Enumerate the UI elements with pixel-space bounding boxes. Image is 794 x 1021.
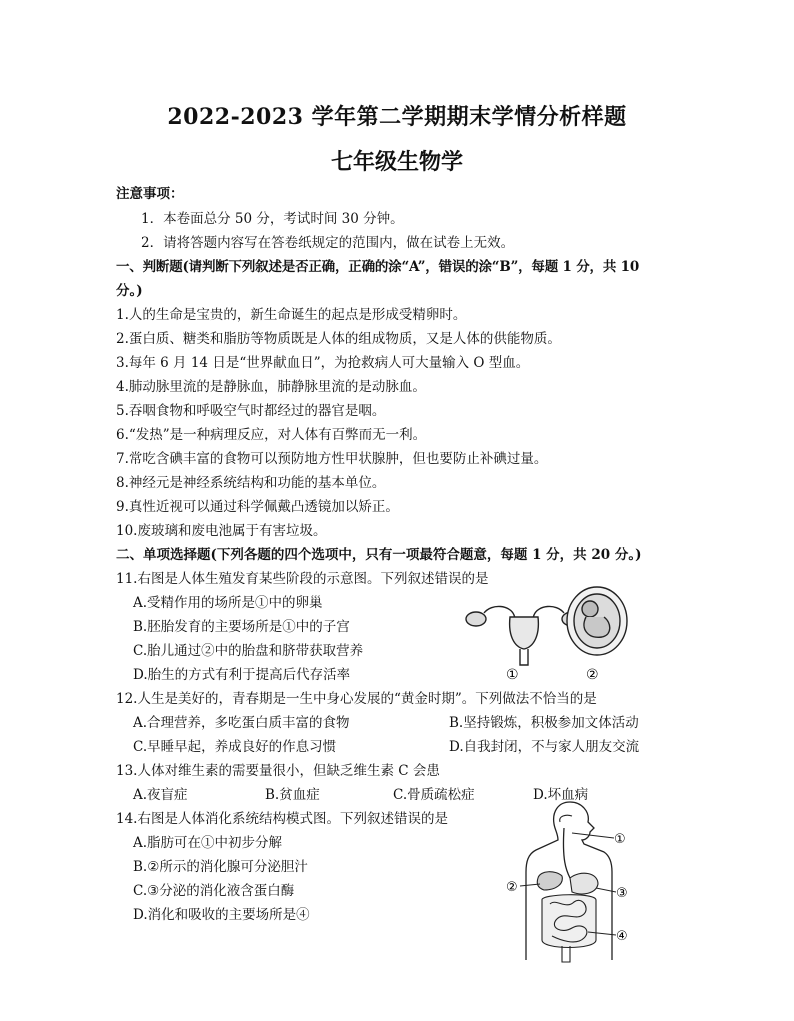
question-11-option-b: B.胚胎发育的主要场所是①中的子宫 <box>133 619 350 635</box>
figure-label-2: ② <box>506 880 518 895</box>
question-13-option-c: C.骨质疏松症 <box>393 787 475 803</box>
question-11-option-c: C.胎儿通过②中的胎盘和脐带获取营养 <box>133 643 364 659</box>
digestive-system-figure <box>500 800 640 965</box>
judge-item: 3.每年 6 月 14 日是“世界献血日”，为抢救病人可大量输入 O 型血。 <box>116 355 530 371</box>
judge-item: 9.真性近视可以通过科学佩戴凸透镜加以矫正。 <box>116 499 399 515</box>
notes-heading: 注意事项： <box>116 186 184 202</box>
judge-item: 2.蛋白质、糖类和脂肪等物质既是人体的组成物质，又是人体的供能物质。 <box>116 331 561 347</box>
question-14-option-d: D.消化和吸收的主要场所是④ <box>133 907 310 923</box>
judge-item: 10.废玻璃和废电池属于有害垃圾。 <box>116 523 327 539</box>
note-item: 2．请将答题内容写在答卷纸规定的范围内，做在试卷上无效。 <box>141 235 515 251</box>
section2-heading: 二、单项选择题(下列各题的四个选项中，只有一项最符合题意，每题 1 分，共 20 分。) <box>116 547 642 563</box>
figure-label-4: ④ <box>616 929 628 944</box>
fetus-diagram <box>567 587 627 655</box>
question-11-option-d: D.胎生的方式有利于提高后代存活率 <box>133 667 351 683</box>
judge-item: 5.吞咽食物和呼吸空气时都经过的器官是咽。 <box>116 403 386 419</box>
figure-label-2: ② <box>586 667 599 683</box>
reproduction-figure <box>462 585 642 683</box>
question-14-option-b: B.②所示的消化腺可分泌胆汁 <box>133 859 308 875</box>
exam-title: 2022-2023 学年第二学期期末学情分析样题 <box>167 104 627 130</box>
note-item: 1．本卷面总分 50 分，考试时间 30 分钟。 <box>141 211 404 227</box>
figure-label-3: ③ <box>616 886 628 901</box>
section1-heading: 一、判断题(请判断下列叙述是否正确，正确的涂“A”，错误的涂“B”，每题 1 分，共 10 <box>116 259 640 275</box>
question-11-stem: 11.右图是人体生殖发育某些阶段的示意图。下列叙述错误的是 <box>116 571 489 587</box>
question-12-option-d: D.自我封闭，不与家人朋友交流 <box>449 739 640 755</box>
question-12-option-a: A.合理营养，多吃蛋白质丰富的食物 <box>133 715 350 731</box>
question-14-option-a: A.脂肪可在①中初步分解 <box>133 835 283 851</box>
judge-item: 8.神经元是神经系统结构和功能的基本单位。 <box>116 475 386 491</box>
question-13-stem: 13.人体对维生素的需要量很小，但缺乏维生素 C 会患 <box>116 763 440 779</box>
judge-item: 4.肺动脉里流的是静脉血，肺静脉里流的是动脉血。 <box>116 379 426 395</box>
question-12-option-c: C.早睡早起，养成良好的作息习惯 <box>133 739 337 755</box>
judge-item: 6.“发热”是一种病理反应，对人体有百弊而无一利。 <box>116 427 427 443</box>
figure-label-1: ① <box>506 667 519 683</box>
question-11-option-a: A.受精作用的场所是①中的卵巢 <box>133 595 323 611</box>
judge-item: 1.人的生命是宝贵的，新生命诞生的起点是形成受精卵时。 <box>116 307 467 323</box>
question-13-option-d: D.坏血病 <box>533 787 589 803</box>
question-12-option-b: B.坚持锻炼，积极参加文体活动 <box>449 715 639 731</box>
question-12-stem: 12.人生是美好的，青春期是一生中身心发展的“黄金时期”。下列做法不恰当的是 <box>116 691 597 707</box>
question-13-option-b: B.贫血症 <box>265 787 320 803</box>
question-14-stem: 14.右图是人体消化系统结构模式图。下列叙述错误的是 <box>116 811 448 827</box>
question-14-option-c: C.③分泌的消化液含蛋白酶 <box>133 883 295 899</box>
section1-heading-cont: 分。) <box>116 283 143 299</box>
judge-item: 7.常吃含碘丰富的食物可以预防地方性甲状腺肿，但也要防止补碘过量。 <box>116 451 548 467</box>
uterus-diagram <box>466 606 582 665</box>
figure-label-1: ① <box>614 832 626 847</box>
question-13-option-a: A.夜盲症 <box>133 787 188 803</box>
exam-subtitle: 七年级生物学 <box>330 149 463 175</box>
digestive-organs <box>537 815 598 962</box>
